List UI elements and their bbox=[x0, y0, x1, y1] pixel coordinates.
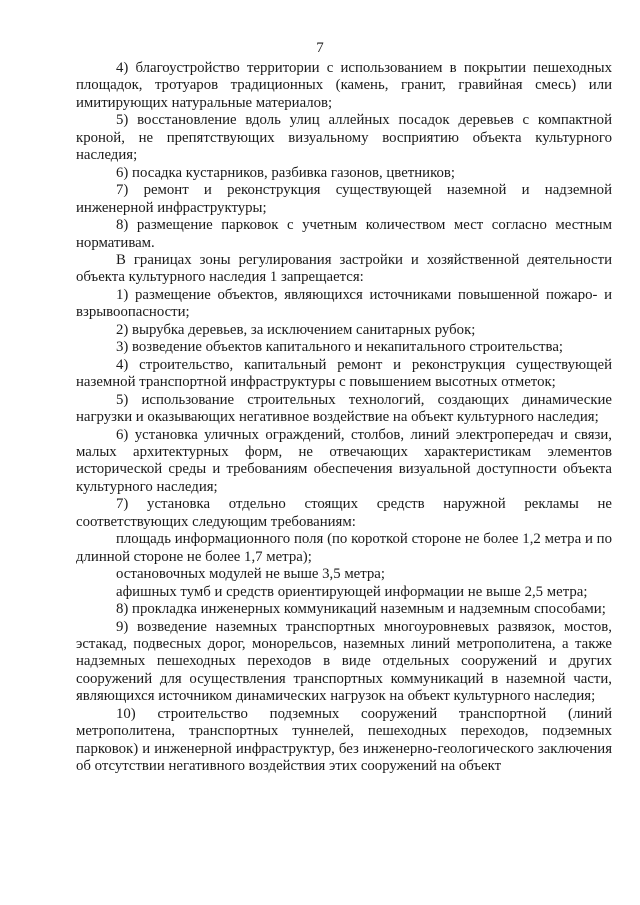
paragraph: 7) ремонт и реконструкция существующей наземной и надземной инженерной инфраструктуры; bbox=[76, 182, 612, 216]
paragraph: В границах зоны регулирования застройки и хозяйственной деятельности объекта культурного наследия 1 запрещается: bbox=[76, 251, 612, 286]
paragraph: 4) благоустройство территории с использованием в покрытии пешеходных площадок, тротуаров традиционных (камень, гранит, гравийная смесь) или имитирующих натуральные материалов; bbox=[76, 60, 612, 111]
paragraph: 7) установка отдельно стоящих средств наружной рекламы не соответствующих следующим требованиям: bbox=[76, 496, 612, 530]
paragraph: 10) строительство подземных сооружений транспортной (линий метрополитена, транспортных туннелей, пешеходных переходов, подземных парковок) и инженерной инфраструктур, без инженерно-геологического заключения об отсутствии негативного воздействия этих сооружений на объект bbox=[76, 705, 612, 775]
page-number: 7 bbox=[316, 40, 324, 56]
paragraph: 3) возведение объектов капитального и некапитального строительства; bbox=[116, 339, 563, 356]
paragraph: остановочных модулей не выше 3,5 метра; bbox=[116, 566, 385, 583]
paragraph: 6) установка уличных ограждений, столбов, линий электропередач и связи, малых архитектурных форм, не отвечающих характеристикам элементов исторической среды и требованиям обеспечения визуальной доступности объекта культурного наследия; bbox=[76, 426, 612, 495]
paragraph: 8) размещение парковок с учетным количеством мест согласно местным нормативам. bbox=[76, 217, 612, 251]
paragraph: площадь информационного поля (по короткой стороне не более 1,2 метра и по длинной стороне не более 1,7 метра); bbox=[76, 531, 612, 565]
paragraph: афишных тумб и средств ориентирующей информации не выше 2,5 метра; bbox=[116, 583, 588, 600]
paragraph: 6) посадка кустарников, разбивка газонов, цветников; bbox=[116, 164, 455, 181]
paragraph: 9) возведение наземных транспортных многоуровневых развязок, мостов, эстакад, подвесных дорог, монорельсов, наземных линий метрополитена, а также надземных пешеходных переходов в виде отдельных сооружений и других сооружений для осуществления транспортных коммуникаций в наземной части, являющихся источником динамических нагрузок на объект культурного наследия; bbox=[76, 618, 612, 705]
paragraph: 1) размещение объектов, являющихся источниками повышенной пожаро- и взрывоопасности; bbox=[76, 286, 612, 321]
paragraph: 5) восстановление вдоль улиц аллейных посадок деревьев с компактной кроной, не препятствующих визуальному восприятию объекта культурного наследия; bbox=[76, 112, 612, 164]
paragraph: 8) прокладка инженерных коммуникаций наземным и надземным способами; bbox=[116, 601, 606, 618]
paragraph: 2) вырубка деревьев, за исключением санитарных рубок; bbox=[116, 321, 476, 338]
paragraph: 5) использование строительных технологий, создающих динамические нагрузки и оказывающих негативное воздействие на объект культурного наследия; bbox=[76, 391, 612, 426]
paragraph: 4) строительство, капитальный ремонт и реконструкция существующей наземной транспортной инфраструктуры с повышением высотных отметок; bbox=[76, 356, 612, 391]
document-body bbox=[76, 60, 612, 776]
